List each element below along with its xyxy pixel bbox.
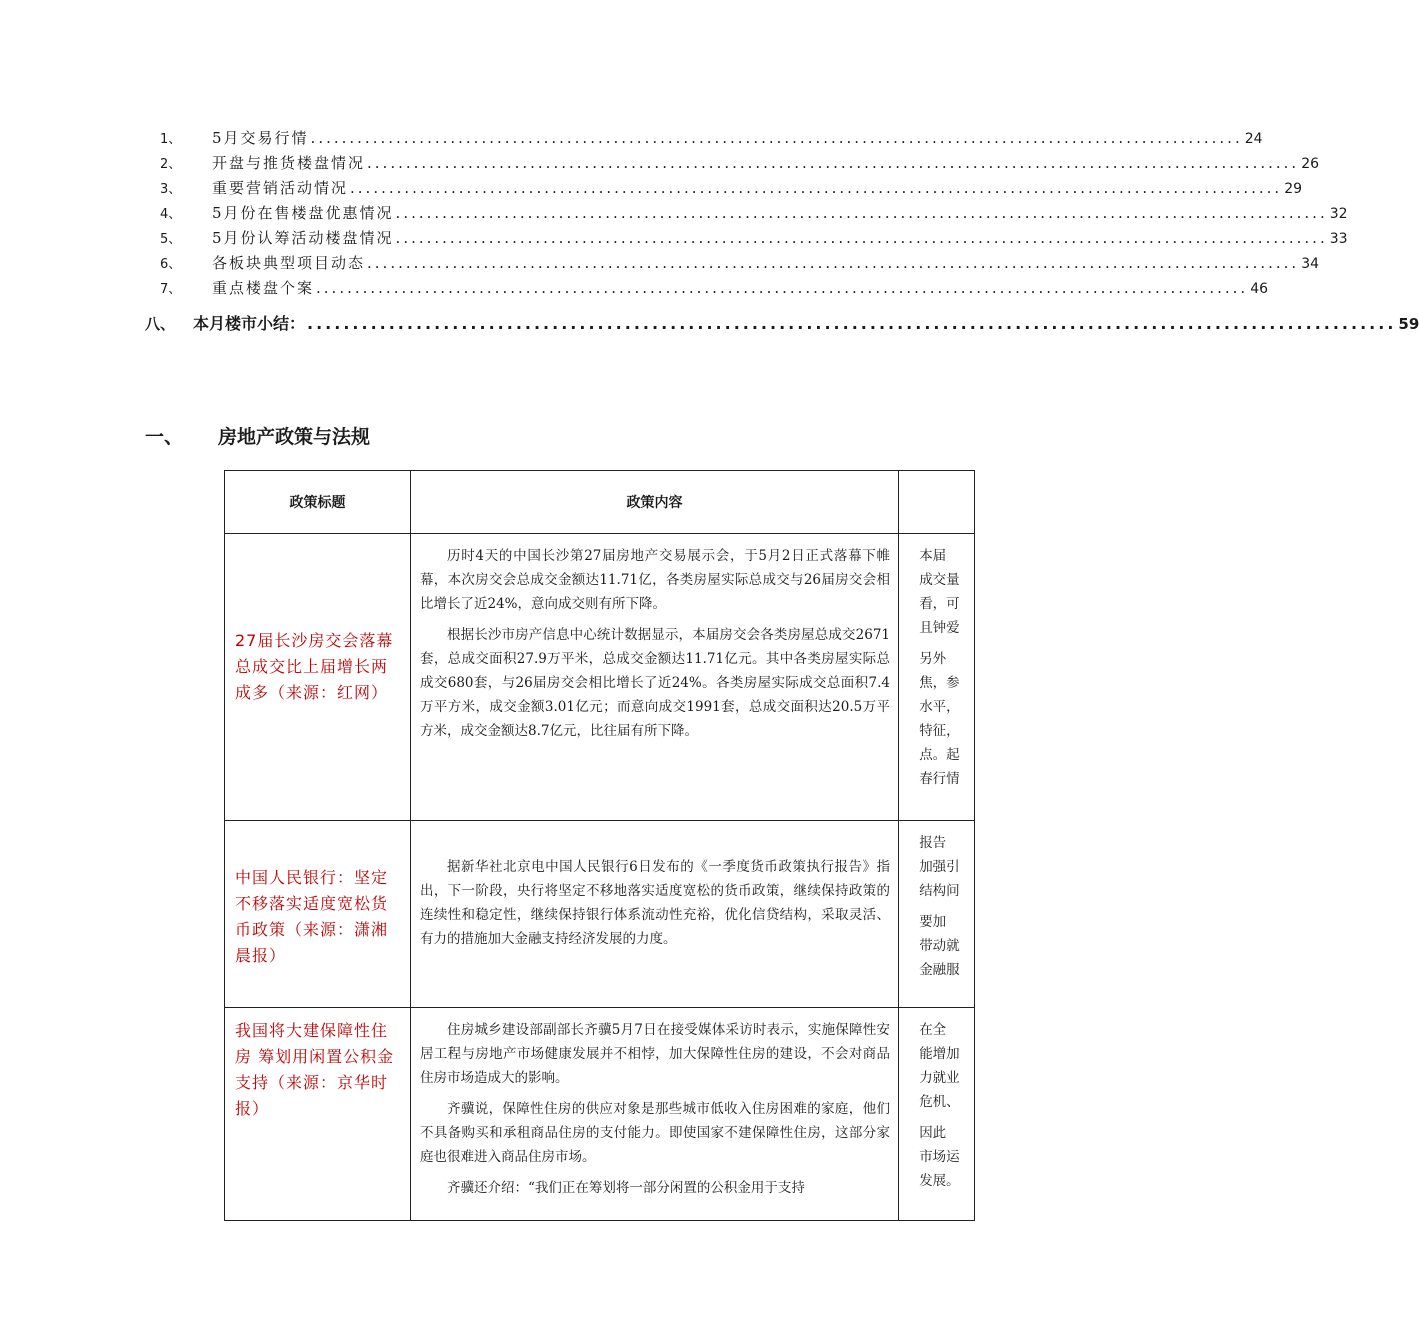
extra-line: 能增加 xyxy=(919,1046,960,1062)
extra-line: 加强引 xyxy=(919,859,960,875)
policy-title-text: 我国将大建保障性住房 筹划用闲置公积金支持（来源：京华时报） xyxy=(235,1021,395,1118)
toc-item[interactable] xyxy=(160,202,1348,226)
toc-leader-dots: ........................................................................................................................ xyxy=(395,229,1328,247)
extra-line: 成交量 xyxy=(919,572,960,588)
extra-line: 另外 xyxy=(919,651,947,667)
toc-item-page: 33 xyxy=(1329,231,1348,247)
extra-line: 看，可 xyxy=(919,596,960,612)
extra-line: 本届 xyxy=(919,548,947,564)
header-policy-title: 政策标题 xyxy=(225,471,411,534)
toc-item-number: 2、 xyxy=(160,157,182,172)
table-row xyxy=(225,1008,975,1221)
extra-line: 要加 xyxy=(919,914,947,930)
extra-line: 特征， xyxy=(919,723,960,739)
toc-item-title: 开盘与推货楼盘情况 xyxy=(212,154,366,172)
policy-title xyxy=(225,534,411,821)
toc-item-title: 5月份认筹活动楼盘情况 xyxy=(212,229,394,247)
toc-leader-dots: ........................................................................................................................ xyxy=(395,204,1328,222)
toc-item-page: 26 xyxy=(1301,156,1320,172)
toc-item[interactable] xyxy=(160,277,1269,301)
extra-line: 金融服 xyxy=(919,962,960,978)
extra-column xyxy=(899,821,975,1008)
paragraph: 据新华社北京电中国人民银行6日发布的《一季度货币政策执行报告》指出，下一阶段，央行将坚定不移地落实适度宽松的货币政策，继续保持政策的连续性和稳定性，继续保持银行体系流动性充裕，优化信贷结构，采取灵活、有力的措施加大金融支持经济发展的力度。 xyxy=(420,859,890,947)
paragraph: 齐骥说，保障性住房的供应对象是那些城市低收入住房困难的家庭，他们不具备购买和承租商品住房的支付能力。即使国家不建保障性住房，这部分家庭也很难进入商品住房市场。 xyxy=(420,1101,890,1165)
toc-item-number: 4、 xyxy=(160,207,182,222)
extra-line: 结构问 xyxy=(919,883,960,899)
toc-item-title: 重点楼盘个案 xyxy=(212,279,315,297)
toc-item-number: 5、 xyxy=(160,232,182,247)
toc-leader-dots: ........................................................................................................................ xyxy=(307,314,1397,333)
extra-line: 春行情 xyxy=(919,771,960,787)
extra-line: 焦，参 xyxy=(919,675,960,691)
extra-line: 因此 xyxy=(919,1125,947,1141)
toc-item-page: 46 xyxy=(1250,281,1269,297)
extra-line: 点。起 xyxy=(919,747,960,763)
toc-item-page: 34 xyxy=(1301,256,1320,272)
toc-item[interactable] xyxy=(160,227,1348,251)
toc-main-page: 59 xyxy=(1398,315,1419,333)
toc-item[interactable] xyxy=(160,152,1320,176)
toc-item-page: 32 xyxy=(1329,206,1348,222)
section-heading xyxy=(145,422,370,449)
extra-line: 水平， xyxy=(919,699,960,715)
toc-leader-dots: ........................................................................................................................ xyxy=(350,179,1283,197)
toc-item-number: 7、 xyxy=(160,282,182,297)
extra-column xyxy=(899,1008,975,1221)
extra-line: 力就业 xyxy=(919,1070,960,1086)
paragraph: 齐骥还介绍：“我们正在筹划将一部分闲置的公积金用于支持 xyxy=(447,1180,805,1196)
policy-title xyxy=(225,1008,411,1221)
toc-leader-dots: ........................................................................................................................ xyxy=(316,279,1249,297)
policy-content xyxy=(411,534,899,821)
extra-line: 且钟爱 xyxy=(919,620,960,636)
table-header-row xyxy=(225,471,975,534)
toc-item-title: 重要营销活动情况 xyxy=(212,179,349,197)
toc-item-page: 29 xyxy=(1284,181,1303,197)
toc-leader-dots: ........................................................................................................................ xyxy=(367,254,1300,272)
extra-column xyxy=(899,534,975,821)
extra-line: 报告 xyxy=(919,835,947,851)
toc-leader-dots: ........................................................................................................................ xyxy=(310,129,1243,147)
toc-item-number: 3、 xyxy=(160,182,182,197)
toc-item[interactable] xyxy=(160,127,1263,151)
section-title: 房地产政策与法规 xyxy=(218,426,371,448)
toc-item-number: 1、 xyxy=(160,132,182,147)
paragraph: 历时4天的中国长沙第27届房地产交易展示会，于5月2日正式落幕下帷幕，本次房交会总成交金额达11.71亿，各类房屋实际总成交与26届房交会相比增长了近24%，意向成交则有所下降。 xyxy=(420,548,890,612)
section-number: 一、 xyxy=(145,426,184,448)
policy-content xyxy=(411,821,899,1008)
extra-line: 市场运 xyxy=(919,1149,960,1165)
extra-line: 在全 xyxy=(919,1022,947,1038)
toc-main-number: 八、 xyxy=(145,315,176,333)
toc-item-title: 各板块典型项目动态 xyxy=(212,254,366,272)
toc-item[interactable] xyxy=(160,252,1320,276)
toc-leader-dots: ........................................................................................................................ xyxy=(367,154,1300,172)
toc-item-page: 24 xyxy=(1244,131,1263,147)
table-row xyxy=(225,821,975,1008)
toc-main-title: 本月楼市小结： xyxy=(193,314,306,333)
extra-line: 危机、 xyxy=(919,1094,960,1110)
toc-item-title: 5月交易行情 xyxy=(212,129,309,147)
extra-line: 带动就 xyxy=(919,938,960,954)
toc-item[interactable] xyxy=(160,177,1303,201)
paragraph: 住房城乡建设部副部长齐骥5月7日在接受媒体采访时表示，实施保障性安居工程与房地产市场健康发展并不相悖，加大保障性住房的建设，不会对商品住房市场造成大的影响。 xyxy=(420,1022,890,1086)
policy-title xyxy=(225,821,411,1008)
paragraph: 根据长沙市房产信息中心统计数据显示，本届房交会各类房屋总成交2671套，总成交面积27.9万平米，总成交金额达11.71亿元。其中各类房屋实际总成交680套，与26届房交会相比增长了近24%。各类房屋实际成交总面积7.4万平方米，成交金额3.01亿元；而意向成交1991套，总成交面积达20.5万平方米，成交金额达8.7亿元，比往届有所下降。 xyxy=(420,627,890,739)
policy-content xyxy=(411,1008,899,1221)
policy-table xyxy=(224,470,975,1221)
toc-main-item[interactable] xyxy=(145,311,1419,337)
policy-title-text: 中国人民银行：坚定不移落实适度宽松货币政策（来源：潇湘晨报） xyxy=(235,868,389,965)
header-extra xyxy=(899,471,975,534)
toc-item-title: 5月份在售楼盘优惠情况 xyxy=(212,204,394,222)
table-row xyxy=(225,534,975,821)
extra-line: 发展。 xyxy=(919,1173,960,1189)
toc-item-number: 6、 xyxy=(160,257,182,272)
header-policy-content: 政策内容 xyxy=(411,471,899,534)
policy-title-text: 27届长沙房交会落幕 总成交比上届增长两成多（来源：红网） xyxy=(235,631,394,702)
